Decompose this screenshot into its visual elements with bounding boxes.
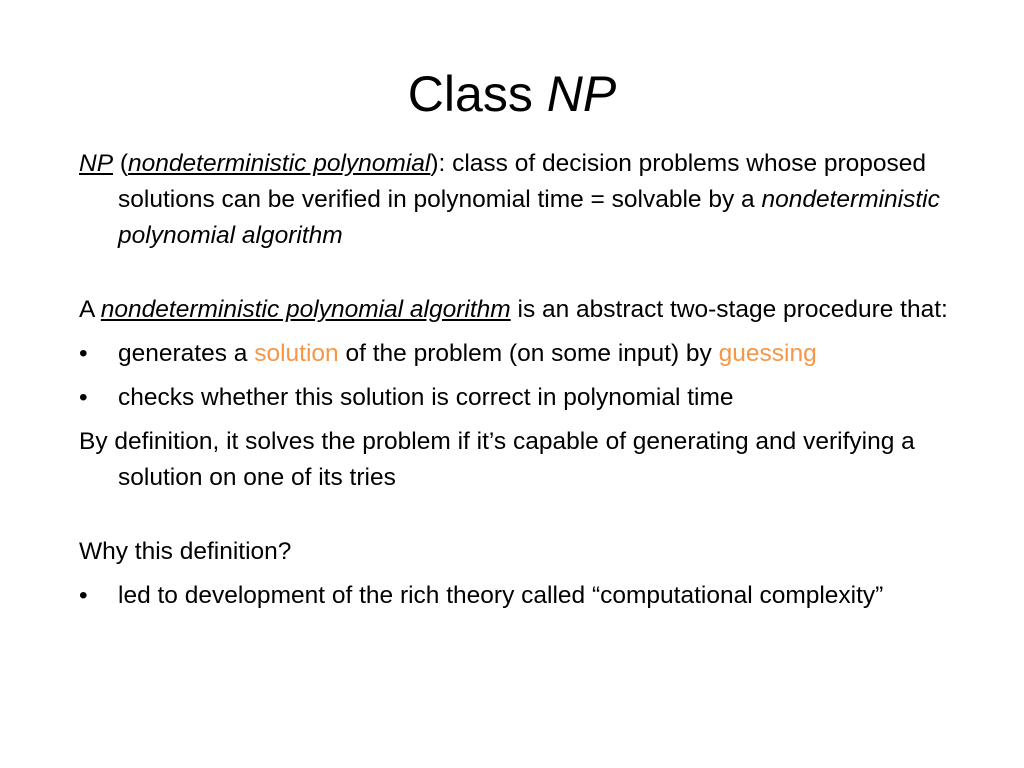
bullet-generates-text-1: generates a (118, 340, 255, 367)
why-definition-question: Why this definition? (79, 538, 292, 565)
bullet-generates-text-2: of the problem (on some input) by (338, 340, 719, 367)
spacer (79, 570, 999, 578)
np-definition-paragraph (79, 146, 999, 254)
spacer (79, 328, 999, 336)
np-term: NP (79, 150, 114, 177)
algorithm-definition-paragraph (79, 292, 999, 328)
solution-highlight: solution (254, 340, 339, 367)
np-definition-text: ): class of decision problems whose proposed solutions can be verified in polynomial time = solvable by a (118, 150, 927, 213)
title-main: Class (407, 66, 547, 122)
algorithm-term: nondeterministic polynomial algorithm (100, 296, 511, 323)
spacer (79, 416, 999, 424)
np-algorithm-term: nondeterministic polynomial algorithm (118, 186, 940, 249)
bullet-marker: • (79, 340, 88, 367)
title-italic: NP (546, 66, 617, 122)
np-open-paren: ( (113, 150, 129, 177)
algorithm-lead: A (79, 296, 101, 323)
by-definition-paragraph: By definition, it solves the problem if it’s capable of generating and verifying a solution on one of its tries (79, 428, 915, 491)
bullet-complexity-text: led to development of the rich theory called “computational complexity” (118, 582, 884, 609)
spacer (79, 372, 999, 380)
slide-title (0, 62, 1024, 126)
bullet-complexity (79, 578, 999, 614)
guessing-highlight: guessing (718, 340, 817, 367)
spacer (79, 496, 999, 534)
slide-body (79, 146, 999, 614)
spacer (79, 254, 999, 292)
bullet-checks-text: checks whether this solution is correct in polynomial time (118, 384, 734, 411)
bullet-checks (79, 380, 999, 416)
bullet-generates (79, 336, 999, 372)
np-expansion: nondeterministic polynomial (128, 150, 431, 177)
bullet-marker: • (79, 384, 88, 411)
algorithm-definition-text: is an abstract two-stage procedure that: (510, 296, 948, 323)
bullet-marker: • (79, 582, 88, 609)
